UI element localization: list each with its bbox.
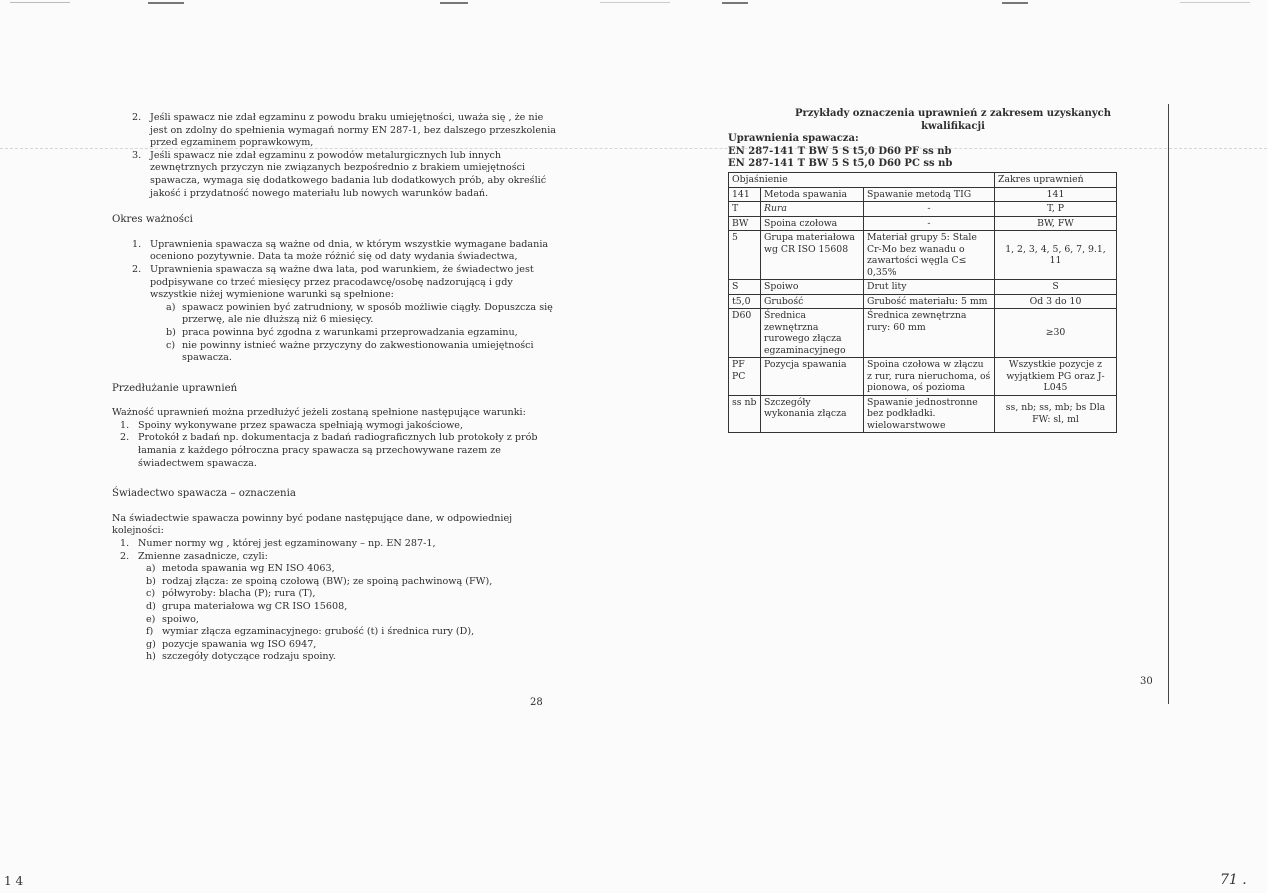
- text-line: szczegóły dotyczące rodzaju spoiny.: [162, 651, 336, 663]
- table-row: [729, 231, 1117, 280]
- text-line: wszystkie niżej wymienione warunki są spełnione:: [150, 289, 394, 301]
- list-marker: 3.: [132, 149, 142, 161]
- table-row: [729, 358, 1117, 396]
- code-cell: 5: [729, 231, 761, 280]
- text-line: pozycje spawania wg ISO 6947,: [162, 638, 317, 650]
- list-marker: c): [166, 339, 176, 351]
- code-cell: ss nb: [729, 395, 761, 433]
- list-marker: b): [166, 326, 176, 338]
- desc-cell: -: [864, 202, 995, 217]
- code-cell: D60: [729, 309, 761, 358]
- list-marker: 2.: [120, 550, 130, 562]
- desc-cell: Spawanie jednostronne bez podkładki. wielowarstwowe: [864, 395, 995, 433]
- table-row: [729, 202, 1117, 217]
- subtitle: Uprawnienia spawacza:: [728, 133, 859, 145]
- text-line: kolejności:: [112, 525, 164, 537]
- section-heading: Okres ważności: [112, 214, 193, 226]
- table-row: [729, 187, 1117, 202]
- text-line: Numer normy wg , której jest egzaminowany – np. EN 287-1,: [138, 538, 436, 550]
- text-line: metoda spawania wg EN ISO 4063,: [162, 563, 335, 575]
- table-row: [729, 216, 1117, 231]
- desc-cell: Drut lity: [864, 280, 995, 295]
- desc-cell: Grubość materiału: 5 mm: [864, 294, 995, 309]
- range-cell: 141: [995, 187, 1117, 202]
- scan-mark: [600, 2, 670, 3]
- list-marker: e): [146, 613, 156, 625]
- text-line: Uprawnienia spawacza są ważne dwa lata, pod warunkiem, że świadectwo jest: [150, 263, 534, 275]
- text-line: jest on zdolny do spełnienia wymagań normy EN 287-1, bez dalszego przeszkolenia: [150, 124, 556, 136]
- list-item: [100, 432, 552, 470]
- list-item: [92, 563, 552, 576]
- list-marker: a): [166, 301, 176, 313]
- name-cell: Spoina czołowa: [761, 216, 864, 231]
- desc-cell: Spoina czołowa w złączu z rur, rura nieruchoma, oś pionowa, oś pozioma: [864, 358, 995, 396]
- text-line: spawacz powinien być zatrudniony, w sposób możliwie ciągły. Dopuszcza się: [182, 301, 553, 313]
- name-cell: Grubość: [761, 294, 864, 309]
- text-line: przerwę, ale nie dłuższą niż 6 miesięcy.: [182, 314, 374, 326]
- qualification-table: [728, 172, 1117, 433]
- text-line: Protokół z badań np. dokumentacja z badań radiograficznych lub protokoły z prób: [138, 432, 538, 444]
- scan-mark: [10, 2, 70, 3]
- text-line: zewnętrznych przyczyn nie związanych bezpośrednio z brakiem umiejętności: [150, 162, 526, 174]
- text-line: oceniono pozytywnie. Data ta może różnić się od daty wydania świadectwa,: [150, 251, 518, 263]
- text-line: nie powinny istnieć ważne przyczyny do zakwestionowania umiejętności: [182, 339, 534, 351]
- list-marker: a): [146, 563, 156, 575]
- list-item: [92, 626, 552, 639]
- text-line: wymiar złącza egzaminacyjnego: grubość (t) i średnica rury (D),: [162, 626, 475, 638]
- range-cell: Wszystkie pozycje z wyjątkiem PG oraz J-L045: [995, 358, 1117, 396]
- lettered-list: [92, 563, 552, 664]
- range-cell: ss, nb; ss, mb; bs Dla FW: sl, ml: [995, 395, 1117, 433]
- text-line: spoiwo,: [162, 613, 199, 625]
- list-marker: 2.: [132, 112, 142, 123]
- range-cell: Od 3 do 10: [995, 294, 1117, 309]
- text-line: Spoiny wykonywane przez spawacza spełniają wymogi jakościowe,: [138, 419, 464, 431]
- list-marker: g): [146, 638, 156, 650]
- paragraph: Ważność uprawnień można przedłużyć jeżeli zostaną spełnione następujące warunki:: [112, 407, 526, 419]
- list-item: [92, 576, 552, 589]
- list-item: [100, 538, 552, 551]
- range-cell: BW, FW: [995, 216, 1117, 231]
- text-line: grupa materiałowa wg CR ISO 15608,: [162, 601, 348, 612]
- scan-mark: [1002, 2, 1028, 4]
- list-item: [92, 601, 552, 614]
- list-item: [92, 588, 552, 601]
- list-marker: 2.: [132, 263, 142, 275]
- name-cell: Średnica zewnętrzna rurowego złącza egzaminacyjnego: [761, 309, 864, 358]
- list-item: [112, 340, 552, 365]
- range-cell: 1, 2, 3, 4, 5, 6, 7, 9.1, 11: [995, 231, 1117, 280]
- name-cell: Rura: [761, 202, 864, 217]
- text-line: rodzaj złącza: ze spoiną czołową (BW); ze spoiną pachwinową (FW),: [162, 575, 493, 587]
- list-marker: 2.: [120, 432, 130, 444]
- list-item: [112, 327, 552, 340]
- name-cell: Pozycja spawania: [761, 358, 864, 396]
- list-item: [92, 651, 552, 664]
- list-marker: f): [146, 626, 154, 638]
- list-item: [112, 302, 552, 327]
- desc-cell: Materiał grupy 5: Stale Cr-Mo bez wanadu o zawartości węgla C≤ 0,35%: [864, 231, 995, 280]
- scan-mark: [440, 2, 468, 4]
- code-cell: 141: [729, 187, 761, 202]
- right-page: [728, 108, 1138, 171]
- list-marker: d): [146, 601, 156, 612]
- scan-mark: [722, 2, 748, 4]
- code-cell: t5,0: [729, 294, 761, 309]
- table-row: [729, 294, 1117, 309]
- text-line: podpisywane co trzeć miesięcy przez pracodawcę/osobę nadzorującą i gdy: [150, 276, 513, 288]
- table-row: [729, 395, 1117, 433]
- desc-cell: Średnica zewnętrzna rury: 60 mm: [864, 309, 995, 358]
- text-line: praca powinna być zgodna z warunkami przeprowadzania egzaminu,: [182, 326, 518, 338]
- name-cell: Szczegóły wykonania złącza: [761, 395, 864, 433]
- numbered-list: [112, 239, 552, 302]
- page-number: 30: [1140, 676, 1153, 687]
- code-line: EN 287-141 T BW 5 S t5,0 D60 PF ss nb: [728, 145, 952, 157]
- numbered-list: [100, 420, 552, 470]
- range-cell: T, P: [995, 202, 1117, 217]
- list-marker: 1.: [120, 419, 130, 431]
- code-cell: S: [729, 280, 761, 295]
- text-line: świadectwem spawacza.: [138, 457, 257, 469]
- text-line: Zmienne zasadnicze, czyli:: [138, 550, 268, 562]
- range-cell: ≥30: [995, 309, 1117, 358]
- list-marker: 1.: [132, 238, 142, 250]
- code-cell: BW: [729, 216, 761, 231]
- numbered-list: [112, 112, 556, 200]
- table-header-cell: Objaśnienie: [729, 173, 995, 188]
- page-edge-line: [1168, 104, 1169, 704]
- corner-mark: 1 4: [4, 874, 24, 888]
- list-item: [92, 639, 552, 652]
- text-line: Jeśli spawacz nie zdał egzaminu z powodów metalurgicznych lub innych: [150, 149, 502, 161]
- page-title: Przykłady oznaczenia uprawnień z zakresem uzyskanych kwalifikacji: [794, 108, 1112, 132]
- name-cell: Spoiwo: [761, 280, 864, 295]
- name-cell: Metoda spawania: [761, 187, 864, 202]
- section-heading: Świadectwo spawacza – oznaczenia: [112, 488, 296, 500]
- text-line: Jeśli spawacz nie zdał egzaminu z powodu braku umiejętności, uważa się , że nie: [150, 112, 544, 123]
- left-page: [112, 112, 556, 664]
- text-line: jakość i przydatność nowego materiału lub nowych warunków badań.: [150, 187, 489, 199]
- list-marker: b): [146, 575, 156, 587]
- code-cell: T: [729, 202, 761, 217]
- list-item: [112, 239, 552, 264]
- table-row: [729, 309, 1117, 358]
- lettered-list: [112, 302, 552, 365]
- section-heading: Przedłużanie uprawnień: [112, 382, 238, 394]
- text-line: spawacza.: [182, 352, 232, 364]
- list-marker: 1.: [120, 538, 130, 550]
- scan-mark: [148, 2, 184, 4]
- name-cell: Grupa materiałowa wg CR ISO 15608: [761, 231, 864, 280]
- desc-cell: -: [864, 216, 995, 231]
- table-header-cell: Zakres uprawnień: [995, 173, 1117, 188]
- corner-mark: 71 .: [1220, 872, 1247, 888]
- text-line: spawacza, wymaga się dodatkowego badania lub dodatkowych prób, aby określić: [150, 174, 547, 186]
- code-line: EN 287-141 T BW 5 S t5,0 D60 PC ss nb: [728, 158, 953, 170]
- list-item: [112, 264, 552, 302]
- text-line: przed egzaminem poprawkowym,: [150, 137, 314, 149]
- list-item: [112, 112, 556, 150]
- list-item: [112, 150, 552, 200]
- text-line: Uprawnienia spawacza są ważne od dnia, w którym wszystkie wymagane badania: [150, 238, 549, 250]
- text-line: półwyroby: blacha (P); rura (T),: [162, 588, 316, 600]
- list-item: [100, 420, 552, 433]
- table-row: [729, 280, 1117, 295]
- text-line: łamania z każdego półroczna pracy spawacza są przechowywane razem ze: [138, 445, 501, 457]
- numbered-list: [100, 538, 552, 563]
- desc-cell: Spawanie metodą TIG: [864, 187, 995, 202]
- table-header-row: [729, 173, 1117, 188]
- list-item: [100, 551, 552, 564]
- text-line: Na świadectwie spawacza powinny być podane następujące dane, w odpowiedniej: [112, 512, 513, 524]
- list-marker: c): [146, 588, 156, 600]
- code-cell: PF PC: [729, 358, 761, 396]
- page-number: 28: [530, 697, 543, 708]
- scan-mark: [1180, 2, 1250, 3]
- list-marker: h): [146, 651, 156, 663]
- range-cell: S: [995, 280, 1117, 295]
- paragraph: [112, 513, 552, 538]
- list-item: [92, 614, 552, 627]
